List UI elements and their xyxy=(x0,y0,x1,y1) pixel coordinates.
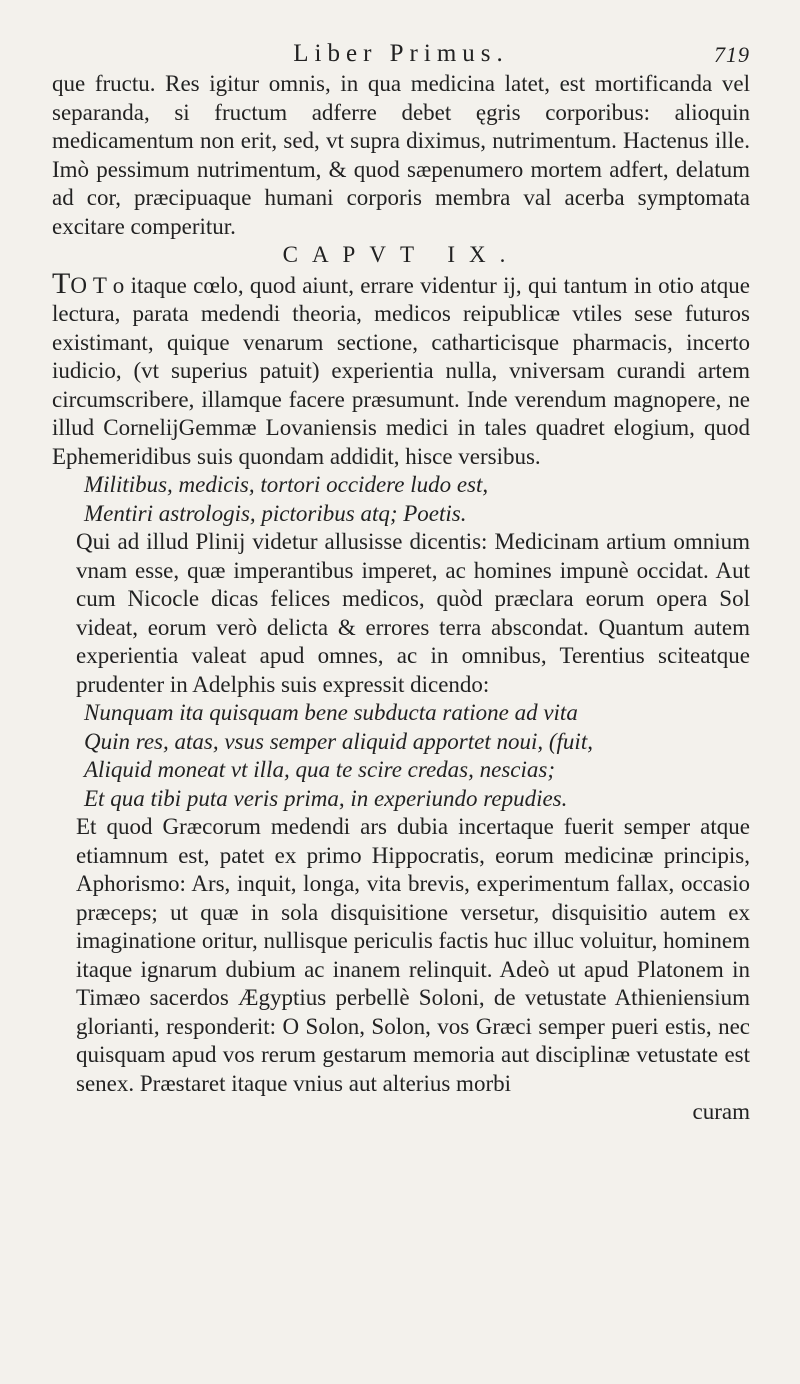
verse-line: Quin res, atas, vsus semper aliquid apportet noui, (fuit, xyxy=(84,728,593,754)
drop-capital: T xyxy=(52,266,71,300)
catchword: curam xyxy=(692,1099,750,1124)
paragraph-plinius: Qui ad illud Plinij videtur allusisse dicentis: Medicinam artium omnium vnam esse, quæ imperantibus imperet, ac homines impunè occidat. Aut cum Nicocle dicas felices medicos, quòd præclara eorum opera Sol videat, eorum verò delicta & errores terra abscondat. Quantum autem experientia valeat apud omnes, ac in omnibus, Terentius sciteatque prudenter in Adelphis suis expressit dicendo: xyxy=(76,529,750,697)
verse-line: Aliquid moneat vt illa, qua te scire credas, nescias; xyxy=(84,757,555,782)
verse-line: Et qua tibi puta veris prima, in experiundo repudies. xyxy=(84,785,568,811)
running-title: Liber Primus. xyxy=(293,40,509,67)
page-number: 719 xyxy=(714,42,750,67)
paragraph-chapter-start xyxy=(52,266,750,472)
paragraph-hippocrates: Et quod Græcorum medendi ars dubia incertaque fuerit semper atque etiamnum est, patet ex primo Hippocratis, eorum medicinæ principis, Aphorismo: Ars, inquit, longa, vita brevis, experimentum fallax, occasio præceps; ut quæ in sola disquisitione versetur, disquisitio autem ex imaginatione oritur, nullisque periculis factis huc illuc voluitur, hominem itaque ignarum dubium ac inanem relinquit. Adeò ut apud Platonem in Timæo sacerdos Ægyptius perbellè Soloni, de vetustate Athieniensium glorianti, responderit: O Solon, Solon, vos Græci semper pueri estis, nec quisquam apud vos rerum gestarum memoria aut disciplinæ vetustate est senex. Præstaret itaque vnius aut alterius morbi xyxy=(76,814,750,1096)
verse-line: Mentiri astrologis, pictoribus atq; Poetis. xyxy=(84,500,467,526)
running-header xyxy=(52,40,750,70)
verse-line: Militibus, medicis, tortori occidere ludo est, xyxy=(84,472,489,497)
paragraph-opening: que fructu. Res igitur omnis, in qua medicina latet, est mortificanda vel separanda, si fructum adferre debet ęgris corporibus: alioquin medicamentum non erit, sed, vt supra diximus, nutrimentum. Hactenus ille. Imò pessimum nutrimentum, & quod sæpenumero mortem adfert, delatum ad cor, præcipuaque humani corporis membra val acerba symptomata excitare comperitur. xyxy=(52,71,750,239)
main-text xyxy=(52,70,750,1127)
paragraph-chapter-text: O T o itaque cœlo, quod aiunt, errare videntur ij, qui tantum in otio atque lectura, parata medendi theoria, medicos reipublicæ vtiles sese futuros existimant, quique venarum sectione, catharticisque pharmacis, incerto iudicio, (vt superius patuit) experientia nulla, vniversam curandi artem circumscribere, illamque facere præsumunt. Inde verendum magnopere, ne illud CornelijGemmæ Lovaniensis medici in tales quadret elogium, quod Ephemeridibus suis quondam addidit, hisce versibus. xyxy=(52,272,750,469)
chapter-heading: CAPVT IX. xyxy=(282,242,520,267)
verse-line: Nunquam ita quisquam bene subducta ratione ad vita xyxy=(84,700,578,725)
